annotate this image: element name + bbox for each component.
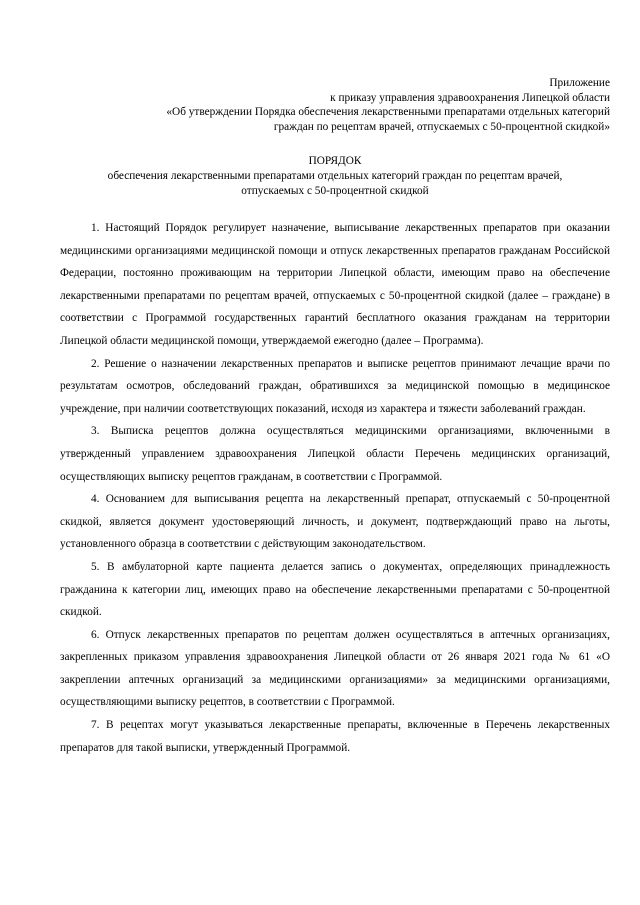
document-subtitle-line1: обеспечения лекарственными препаратами отдельных категорий граждан по рецептам врачей, xyxy=(107,170,563,182)
annex-order-name-line2: граждан по рецептам врачей, отпускаемых с 50-процентной скидкой» xyxy=(273,120,610,133)
paragraph-2: 2. Решение о назначении лекарственных препаратов и выписке рецептов принимают лечащие врачи по результатам осмотров, обследований граждан, обратившихся за медицинской помощью в медицинское учреждение, при наличии соответствующих показаний, исходя из характера и тяжести заболеваний граждан. xyxy=(60,357,610,415)
paragraph-7: 7. В рецептах могут указываться лекарственные препараты, включенные в Перечень лекарственных препаратов для такой выписки, утвержденный Программой. xyxy=(60,719,610,754)
paragraph-3: 3. Выписка рецептов должна осуществляться медицинскими организациями, включенными в утвержденный управлением здравоохранения Липецкой области Перечень медицинских организаций, осуществляющих выписку рецептов гражданам, в соответствии с Программой. xyxy=(60,425,610,483)
annex-order-name-line1: «Об утверждении Порядка обеспечения лекарственными препаратами отдельных категорий xyxy=(166,106,610,118)
paragraph-5: 5. В амбулаторной карте пациента делается запись о документах, определяющих принадлежность гражданина к категории лиц, имеющих право на обеспечение лекарственными препаратами с 50-процентной скидкой. xyxy=(60,560,610,619)
document-body xyxy=(60,217,610,759)
document-subtitle-line2: отпускаемых с 50-процентной скидкой xyxy=(241,185,429,197)
annex-title: Приложение xyxy=(549,77,610,89)
paragraph-4: 4. Основанием для выписывания рецепта на лекарственный препарат, отпускаемый с 50-процентной скидкой, является документ удостоверяющий личность, и документ, подтверждающий право на льготы, установленного образца в соответствии с действующим законодательством. xyxy=(60,493,610,551)
annex-block xyxy=(60,76,610,134)
annex-order-reference: к приказу управления здравоохранения Липецкой области xyxy=(330,91,610,104)
paragraph-6: 6. Отпуск лекарственных препаратов по рецептам должен осуществляться в аптечных организациях, закрепленных приказом управления здравоохранения Липецкой области от 26 января 2021 года № 61 «О закреплении аптечных организаций за медицинскими организациями» за медицинскими организациями, осуществляющими выписку рецептов, в соответствии с Программой. xyxy=(60,628,610,709)
document-title: ПОРЯДОК xyxy=(308,155,362,167)
document-heading xyxy=(60,154,610,199)
paragraph-1: 1. Настоящий Порядок регулирует назначение, выписывание лекарственных препаратов при оказании медицинскими организациями медицинской помощи и отпуск лекарственных препаратов гражданам Российской Федерации, постоянно проживающим на территории Липецкой области, имеющим право на обеспечение лекарственными препаратами по рецептам врачей, отпускаемых с 50-процентной скидкой (далее – граждане) в соответствии с Программой государственных гарантий бесплатного оказания гражданам на территории Липецкой области медицинской помощи, утверждаемой ежегодно (далее – Программа). xyxy=(60,222,610,347)
